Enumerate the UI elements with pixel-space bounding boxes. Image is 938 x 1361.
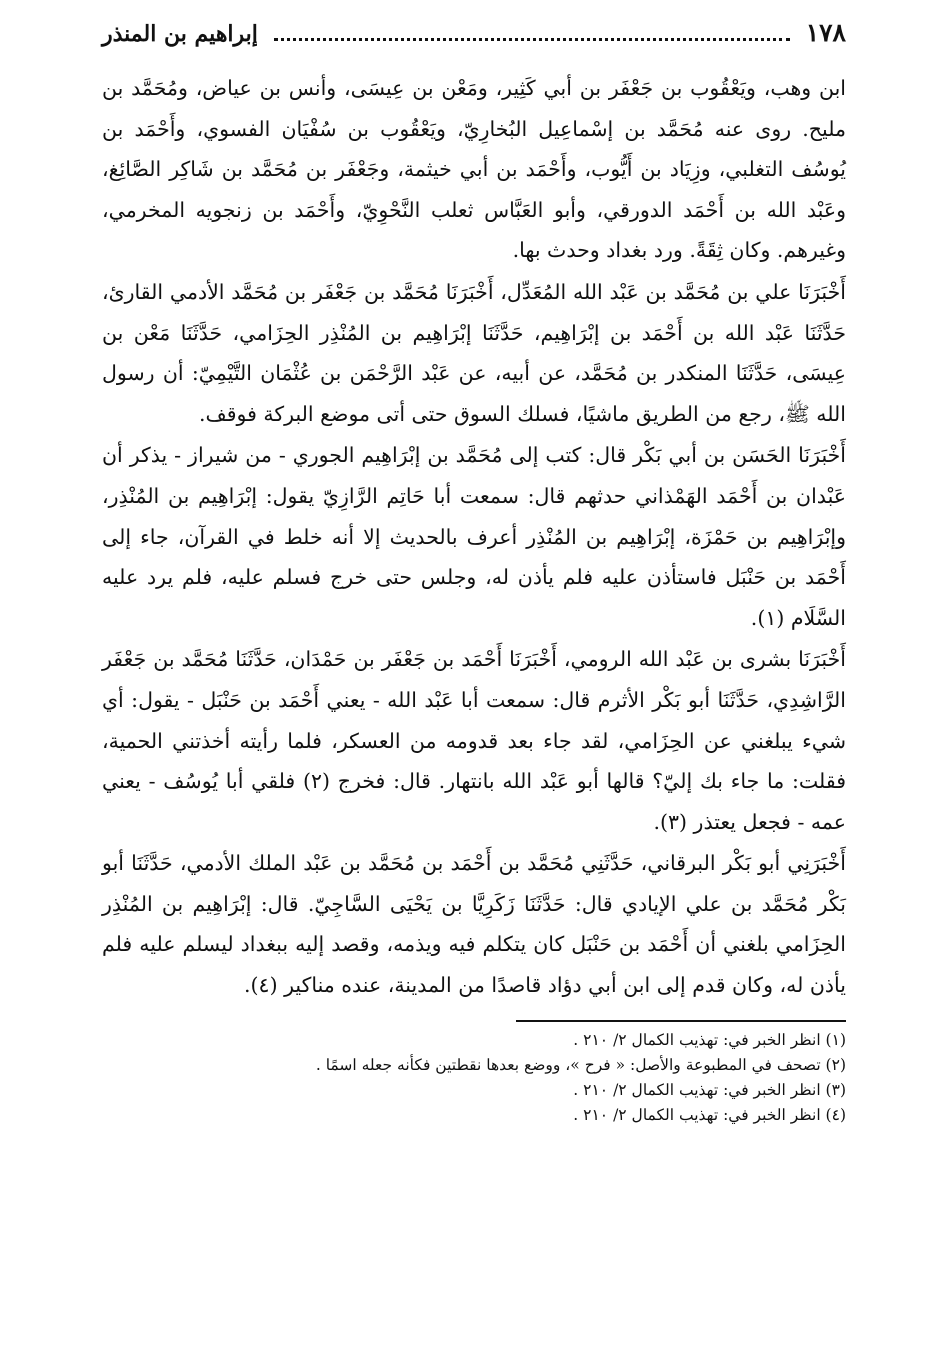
footnote-1: (١) انظر الخبر في: تهذيب الكمال ٢/ ٢١٠ . bbox=[573, 1030, 846, 1049]
footnote-2: (٢) تصحف في المطبوعة والأصل: « فرح »، ووضع بعدها نقطتين فكأنه جعله اسمًا . bbox=[315, 1055, 846, 1074]
main-text bbox=[102, 68, 846, 1006]
paragraph-2: أَخْبَرَنَا علي بن مُحَمَّد بن عَبْد الله المُعَدِّل، أَخْبَرَنَا مُحَمَّد بن جَعْفَر بن مُحَمَّد الأدمي القارئ، حَدَّثَنَا عَبْد الله بن أَحْمَد بن إبْرَاهِيم، حَدَّثَنَا إبْرَاهِيم بن المُنْذِر الحِزَامي، حَدَّثَنَا مَعْن بن عِيسَى، حَدَّثَنَا المنكدر بن مُحَمَّد، عن أبيه، عن عَبْد الرَّحْمَن بن عُثْمَان التَّيْمِيّ: أن رسول الله ﷺ، رجع من الطريق ماشيًا، فسلك السوق حتى أتى موضع البركة فوقف. bbox=[102, 279, 846, 426]
running-title: إبراهيم بن المنذر bbox=[102, 21, 258, 47]
paragraph-4: أَخْبَرَنَا بشرى بن عَبْد الله الرومي، أَخْبَرَنَا أَحْمَد بن جَعْفَر بن حَمْدَان، حَدَّثَنَا مُحَمَّد بن جَعْفَر الرَّاشِدِي، حَدَّثَنَا أبو بَكْر الأثرم قال: سمعت أبا عَبْد الله - يعني أَحْمَد بن حَنْبَل - يقول: أي شيء يبلغني عن الحِزَامي، لقد جاء بعد قدومه من العسكر، فلما رأيته أخذتني الحمية، فقلت: ما جاء بك إليّ؟ قالها أبو عَبْد الله بانتهار. قال: فخرج (٢) فلقي أبا يُوسُف - يعني عمه - فجعل يعتذر (٣). bbox=[102, 647, 846, 834]
header-dotted-leader bbox=[274, 24, 790, 41]
paragraph-1: ابن وهب، ويَعْقُوب بن جَعْفَر بن أبي كَثِير، ومَعْن بن عِيسَى، وأنس بن عياض، ومُحَمَّد بن مليح. روى عنه مُحَمَّد بن إسْماعِيل البُخارِيّ، ويَعْقُوب بن سُفْيَان الفسوي، وأَحْمَد بن يُوسُف التغلبي، وزِيَاد بن أَيُّوب، وأَحْمَد بن أبي خيثمة، وجَعْفَر بن مُحَمَّد بن شَاكِر الصَّائِغ، وعَبْد الله بن أَحْمَد الدورقي، وأبو العَبَّاس ثعلب النَّحْوِيّ، وأَحْمَد بن زنجويه المخرمي، وغيرهم. وكان ثِقَةً. ورد بغداد وحدث بها. bbox=[102, 76, 846, 263]
page-number: ١٧٨ bbox=[805, 18, 846, 47]
footnote-4: (٤) انظر الخبر في: تهذيب الكمال ٢/ ٢١٠ . bbox=[573, 1105, 846, 1124]
page-header bbox=[102, 18, 846, 62]
footnote-separator bbox=[516, 1020, 846, 1022]
footnotes bbox=[102, 1028, 846, 1128]
footnote-3: (٣) انظر الخبر في: تهذيب الكمال ٢/ ٢١٠ . bbox=[573, 1080, 846, 1099]
paragraph-5: أَخْبَرَنِي أبو بَكْر البرقاني، حَدَّثَنِي مُحَمَّد بن أَحْمَد بن مُحَمَّد بن عَبْد الملك الأدمي، حَدَّثَنَا أبو بَكْر مُحَمَّد بن علي الإيادي قال: حَدَّثَنَا زَكَرِيَّا بن يَحْيَى السَّاجِيّ. قال: إبْرَاهِيم بن المُنْذِر الحِزَامي بلغني أن أَحْمَد بن حَنْبَل كان يتكلم فيه ويذمه، وقصد إليه ببغداد ليسلم عليه فلم يأذن له، وكان قدم إلى ابن أبي دؤاد قاصدًا من المدينة، عنده مناكير (٤). bbox=[102, 851, 846, 998]
paragraph-3: أَخْبَرَنَا الحَسَن بن أبي بَكْر قال: كتب إلى مُحَمَّد بن إبْرَاهِيم الجوري - من شيراز - يذكر أن عَبْدان بن أَحْمَد الهَمْذاني حدثهم قال: سمعت أبا حَاتِم الرَّازِيّ يقول: إبْرَاهِيم بن المُنْذِر، وإبْرَاهِيم بن حَمْزَة، إبْرَاهِيم بن المُنْذِر أعرف بالحديث إلا أنه خلط في القرآن، جاء إلى أَحْمَد بن حَنْبَل فاستأذن عليه فلم يأذن له، وجلس حتى خرج فسلم عليه، فلم يرد عليه السَّلَام (١). bbox=[102, 443, 846, 630]
